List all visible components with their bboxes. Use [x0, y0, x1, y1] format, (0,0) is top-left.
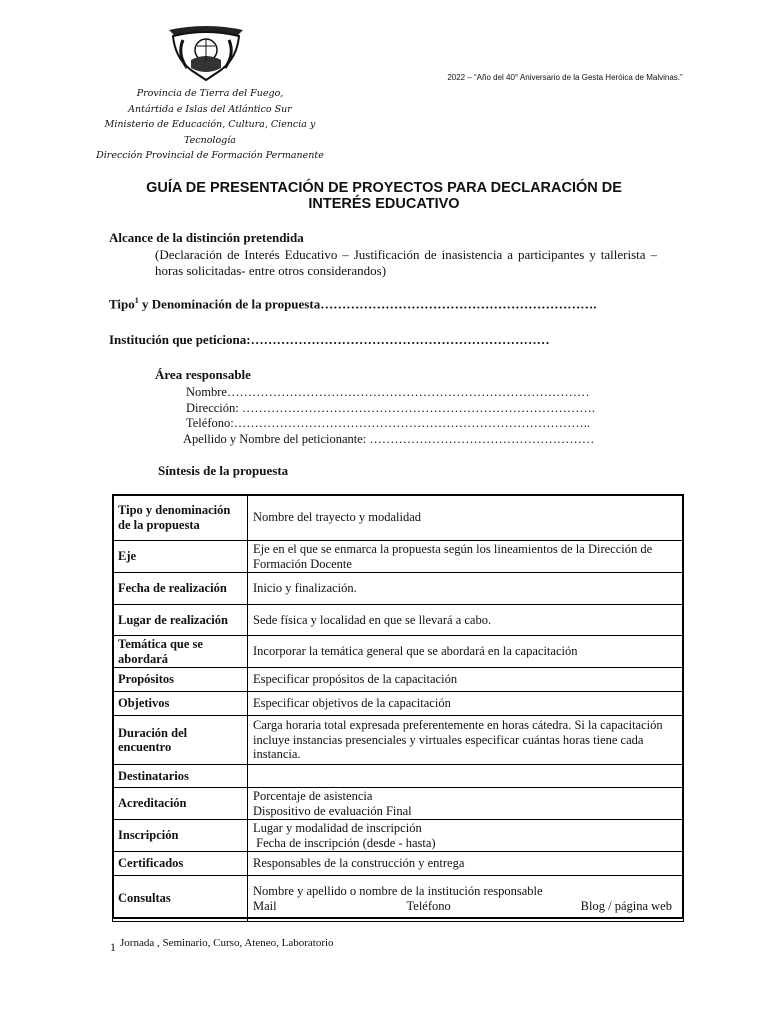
consultas-line: Nombre y apellido o nombre de la institución responsable — [253, 884, 543, 898]
row-label: Objetivos — [113, 692, 248, 716]
organization-header — [90, 86, 330, 164]
row-value[interactable] — [248, 820, 684, 852]
table-row — [113, 716, 684, 765]
table-row — [113, 541, 684, 573]
row-value[interactable]: Carga horaria total expresada preferentemente en horas cátedra. Si la capacitación incluye instancias presenciales y virtuales especificar cuántas horas tiene cada instancia. — [248, 716, 684, 765]
table-row — [113, 668, 684, 692]
footnote-ref: 1 — [134, 296, 139, 305]
row-label: Lugar de realización — [113, 605, 248, 636]
table-row — [113, 820, 684, 852]
anniversary-motto: 2022 – “Año del 40° Aniversario de la Gesta Heróica de Malvinas.” — [447, 73, 683, 82]
row-value-line: Lugar y modalidad de inscripción — [253, 821, 422, 835]
row-value[interactable]: Inicio y finalización. — [248, 573, 684, 605]
coat-of-arms-logo-icon — [161, 24, 251, 82]
area-direccion-field[interactable]: Dirección: …………………………………………………………………………. — [186, 400, 596, 415]
row-value[interactable]: Especificar propósitos de la capacitación — [248, 668, 684, 692]
alcance-heading: Alcance de la distinción pretendida — [109, 230, 304, 245]
row-value[interactable]: Eje en el que se enmarca la propuesta según los lineamientos de la Dirección de Formación Docente — [248, 541, 684, 573]
row-value[interactable]: Responsables de la construcción y entrega — [248, 852, 684, 876]
institucion-label: Institución que peticiona: — [109, 332, 251, 347]
peticionante-field[interactable]: Apellido y Nombre del peticionante: ……………………………………………… — [183, 431, 595, 446]
row-value[interactable]: Incorporar la temática general que se abordará en la capacitación — [248, 636, 684, 668]
row-label: Duración del encuentro — [113, 716, 248, 765]
row-label: Eje — [113, 541, 248, 573]
org-line: Antártida e Islas del Atlántico Sur — [128, 103, 292, 115]
table-row — [113, 636, 684, 668]
institucion-dots[interactable]: …………………………………………………………… — [250, 332, 550, 347]
consultas-blog: Blog / página web — [580, 898, 672, 913]
alcance-text: (Declaración de Interés Educativo – Justificación de inasistencia a participantes y tallerista – horas solicitadas- entre otros considerandos) — [155, 247, 657, 278]
document-title — [100, 180, 668, 212]
footnote-number: 1 — [110, 940, 116, 954]
row-label: Tipo y denominación de la propuesta — [113, 495, 248, 541]
sintesis-heading: Síntesis de la propuesta — [158, 463, 289, 478]
row-value-line: Porcentaje de asistencia — [253, 789, 373, 803]
area-heading: Área responsable — [155, 367, 251, 382]
row-value[interactable]: Sede física y localidad en que se llevará a cabo. — [248, 605, 684, 636]
table-row — [113, 788, 684, 820]
row-value[interactable]: Especificar objetivos de la capacitación — [248, 692, 684, 716]
table-row — [113, 605, 684, 636]
row-label: Consultas — [113, 876, 248, 922]
consultas-contacts — [253, 899, 678, 914]
org-line: Ministerio de Educación, Cultura, Ciencia y — [104, 119, 316, 130]
table-row — [113, 765, 684, 788]
row-label: Propósitos — [113, 668, 248, 692]
consultas-mail: Mail — [253, 898, 277, 913]
row-value-line: Dispositivo de evaluación Final — [253, 803, 412, 818]
sintesis-table — [112, 494, 684, 922]
row-value[interactable]: Nombre del trayecto y modalidad — [248, 495, 684, 541]
row-label: Inscripción — [113, 820, 248, 852]
tipo-label-rest: y Denominación de la propuesta — [138, 296, 321, 312]
tipo-dots[interactable]: ………………………………………………………. — [320, 296, 597, 312]
institucion-field — [109, 332, 550, 348]
row-label: Fecha de realización — [113, 573, 248, 605]
area-responsable — [155, 367, 595, 447]
area-telefono-field[interactable]: Teléfono:………………………………………………………………………….. — [186, 416, 590, 430]
tipo-label: Tipo — [109, 296, 135, 312]
area-nombre-field[interactable]: Nombre…………………………………………………………………………… — [186, 385, 590, 399]
consultas-telefono: Teléfono — [406, 898, 451, 913]
org-line: Tecnología — [184, 134, 236, 146]
row-value[interactable] — [248, 788, 684, 820]
org-line: Dirección Provincial de Formación Permanente — [96, 150, 324, 161]
org-line: Provincia de Tierra del Fuego, — [136, 88, 284, 99]
title-line-1: GUÍA DE PRESENTACIÓN DE PROYECTOS PARA DECLARACIÓN DE — [146, 180, 622, 196]
table-row-consultas — [113, 876, 684, 922]
tipo-field — [109, 296, 596, 312]
title-line-2: INTERÉS EDUCATIVO — [308, 196, 460, 212]
row-label: Destinatarios — [113, 765, 248, 788]
row-label: Acreditación — [113, 788, 248, 820]
row-value[interactable] — [248, 765, 684, 788]
table-row — [113, 495, 684, 541]
row-label: Certificados — [113, 852, 248, 876]
table-row — [113, 573, 684, 605]
table-row — [113, 692, 684, 716]
row-value-line: Fecha de inscripción (desde - hasta) — [253, 835, 436, 850]
table-row — [113, 852, 684, 876]
row-label: Temática que se abordará — [113, 636, 248, 668]
row-value[interactable] — [248, 876, 684, 922]
footnote-text: Jornada , Seminario, Curso, Ateneo, Laboratorio — [120, 937, 334, 949]
